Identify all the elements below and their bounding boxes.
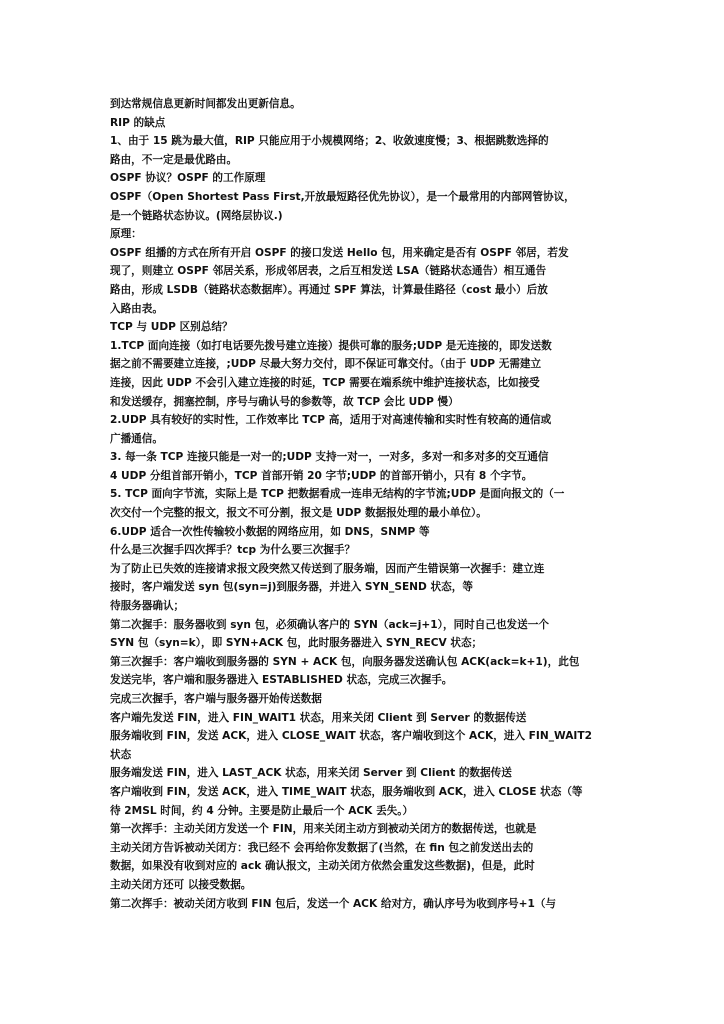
text-line: 1、由于 15 跳为最大值，RIP 只能应用于小规模网络；2、收敛速度慢；3、根据跳数选择的 [110,135,549,148]
text-line: 次交付一个完整的报文，报文不可分割，报文是 UDP 数据报处理的最小单位）。 [110,507,487,520]
document-body [110,95,610,913]
text-line: 待 2MSL 时间，约 4 分钟。主要是防止最后一个 ACK 丢失。） [110,804,414,817]
text-line: 第二次握手：服务器收到 syn 包，必须确认客户的 SYN（ack=j+1），同时自己也发送一个 [110,618,549,631]
text-line: OSPF 组播的方式在所有开启 OSPF 的接口发送 Hello 包，用来确定是否有 OSPF 邻居，若发 [110,246,569,259]
text-line: 据之前不需要建立连接，;UDP 尽最大努力交付，即不保证可靠交付。（由于 UDP 无需建立 [110,358,542,371]
text-line: 为了防止已失效的连接请求报文段突然又传送到了服务端，因而产生错误第一次握手：建立连 [110,562,545,575]
text-line: 主动关闭方告诉被动关闭方：我已经不 会再给你发数据了(当然，在 fin 包之前发送出去的 [110,841,534,854]
section-heading: RIP 的缺点 [110,116,166,129]
text-line: 数据，如果没有收到对应的 ack 确认报文，主动关闭方依然会重发这些数据)，但是，此时 [110,860,535,873]
text-line: OSPF（Open Shortest Pass First,开放最短路径优先协议），是一个最常用的内部网管协议， [110,190,575,203]
text-line: 是一个链路状态协议。(网络层协议.) [110,209,283,222]
section-heading: OSPF 协议？OSPF 的工作原理 [110,172,266,185]
text-line: 到达常规信息更新时间都发出更新信息。 [110,98,301,110]
text-line: 现了，则建立 OSPF 邻居关系，形成邻居表，之后互相发送 LSA（链路状态通告）相互通告 [110,265,547,278]
text-line: 接时，客户端发送 syn 包(syn=j)到服务器，并进入 SYN_SEND 状态，等 [110,581,473,594]
text-line: 客户端先发送 FIN，进入 FIN_WAIT1 状态，用来关闭 Client 到 Server 的数据传送 [110,711,527,724]
text-line: 第二次挥手：被动关闭方收到 FIN 包后，发送一个 ACK 给对方，确认序号为收到序号+1（与 [110,897,557,910]
section-heading: 原理： [110,228,142,241]
text-line: 6.UDP 适合一次性传输较小数据的网络应用，如 DNS，SNMP 等 [110,525,430,538]
text-line: 完成三次握手，客户端与服务器开始传送数据 [110,693,322,705]
text-line: 发送完毕，客户端和服务器进入 ESTABLISHED 状态，完成三次握手。 [110,674,453,687]
text-line: 2.UDP 具有较好的实时性，工作效率比 TCP 高，适用于对高速传输和实时性有较高的通信或 [110,414,552,427]
text-line: 广播通信。 [110,432,163,445]
text-line: 客户端收到 FIN，发送 ACK，进入 TIME_WAIT 状态，服务端收到 ACK，进入 CLOSE 状态（等 [110,785,583,798]
text-line: 4 UDP 分组首部开销小，TCP 首部开销 20 字节;UDP 的首部开销小，只有 8 个字节。 [110,469,533,482]
text-line: 3. 每一条 TCP 连接只能是一对一的;UDP 支持一对一，一对多，多对一和多对多的交互通信 [110,451,549,464]
text-line: 待服务器确认； [110,600,185,613]
text-line: 和发送缓存，拥塞控制，序号与确认号的参数等，故 TCP 会比 UDP 慢） [110,395,459,408]
text-line: 主动关闭方还可 以接受数据。 [110,878,252,891]
text-line: 第一次挥手：主动关闭方发送一个 FIN，用来关闭主动方到被动关闭方的数据传送，也就是 [110,823,537,836]
text-line: 第三次握手：客户端收到服务器的 SYN + ACK 包，向服务器发送确认包 ACK(ack=k+1)，此包 [110,655,580,668]
text-line: 连接，因此 UDP 不会引入建立连接的时延，TCP 需要在端系统中维护连接状态，比如接受 [110,376,540,389]
text-line: 入路由表。 [110,302,163,315]
text-line: 服务端发送 FIN，进入 LAST_ACK 状态，用来关闭 Server 到 Client 的数据传送 [110,767,512,780]
text-line: 状态 [110,748,132,761]
text-line: SYN 包（syn=k），即 SYN+ACK 包，此时服务器进入 SYN_RECV 状态； [110,637,483,650]
text-line: 路由，不一定是最优路由。 [110,153,238,166]
text-line: 5. TCP 面向字节流，实际上是 TCP 把数据看成一连串无结构的字节流;UDP 是面向报文的（一 [110,488,565,501]
section-heading: TCP 与 UDP 区别总结？ [110,321,233,334]
section-heading: 什么是三次握手四次挥手？tcp 为什么要三次握手？ [110,544,356,557]
text-line: 路由，形成 LSDB（链路状态数据库）。再通过 SPF 算法，计算最佳路径（cost 最小）后放 [110,283,548,296]
text-line: 服务端收到 FIN，发送 ACK，进入 CLOSE_WAIT 状态，客户端收到这个 ACK，进入 FIN_WAIT2 [110,730,592,743]
text-line: 1.TCP 面向连接（如打电话要先拨号建立连接）提供可靠的服务;UDP 是无连接的，即发送数 [110,339,552,352]
